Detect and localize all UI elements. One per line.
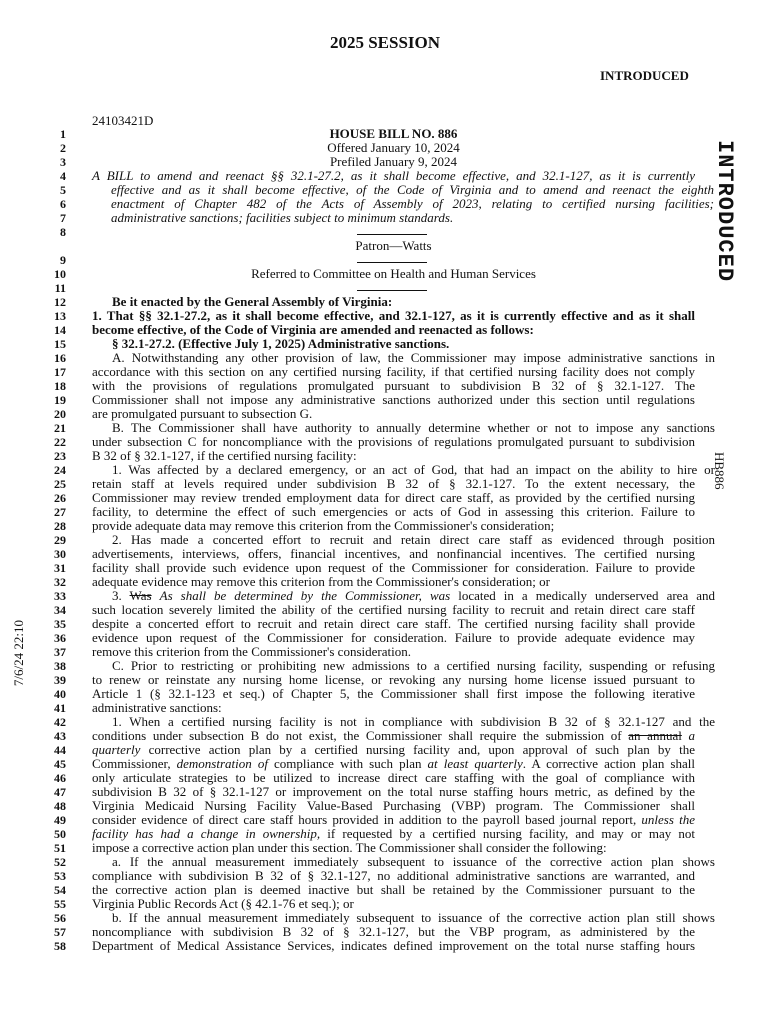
line-text	[92, 855, 715, 869]
line-number: 11	[54, 281, 66, 295]
line-text	[92, 645, 695, 659]
text-run: compliance with subdivision B 32 of § 32.1-127, no additional administrative sanctions are warranted, and	[92, 868, 695, 883]
text-run: A BILL to amend and reenact §§ 32.1-27.2, as it shall become effective, and 32.1-127, as it is currently	[92, 168, 695, 183]
line-text	[92, 309, 695, 323]
bill-line	[0, 869, 770, 883]
line-text	[92, 561, 695, 575]
line-text	[92, 491, 695, 505]
bill-line	[0, 141, 770, 155]
text-run: retain staff at levels required under subdivision B 32 of § 32.1-127. To the extent necessary, the	[92, 476, 695, 491]
text-run: Referred to Committee on Health and Human Services	[251, 266, 536, 281]
line-text	[92, 169, 695, 183]
line-text	[92, 827, 695, 841]
line-text	[92, 589, 715, 603]
bill-line	[0, 631, 770, 645]
bill-line	[0, 925, 770, 939]
text-run: noncompliance with subdivision B 32 of § 32.1-127, but the VBP program, as administered by the	[92, 924, 695, 939]
line-number: 36	[54, 631, 66, 645]
line-number: 20	[54, 407, 66, 421]
line-text	[92, 323, 695, 337]
line-text	[92, 267, 695, 281]
text-run: accordance with this section on any certified nursing facility, if that certified nursing facility does not comply	[92, 364, 695, 379]
bill-line	[0, 225, 770, 239]
line-text	[92, 659, 715, 673]
text-run: HOUSE BILL NO. 886	[329, 126, 458, 141]
line-text	[92, 155, 695, 169]
bill-line	[0, 701, 770, 715]
line-number: 24	[54, 463, 66, 477]
text-run: the corrective action plan is deemed inactive but shall be retained by the Commissioner pursuant to the	[92, 882, 695, 897]
line-number: 7	[60, 211, 66, 225]
bill-line	[0, 729, 770, 743]
line-text	[92, 715, 715, 729]
text-run: are promulgated pursuant to subsection G.	[92, 406, 313, 421]
line-text	[92, 701, 695, 715]
line-number: 54	[54, 883, 66, 897]
line-text	[92, 757, 695, 771]
text-run: Virginia Medicaid Nursing Facility Value-Based Purchasing (VBP) program. The Commissioner shall	[92, 798, 695, 813]
bill-line	[0, 813, 770, 827]
line-number: 56	[54, 911, 66, 925]
text-run: Article 1 (§ 32.1-123 et seq.) of Chapter 5, the Commissioner shall first impose the following iterative	[92, 686, 695, 701]
bill-line	[0, 687, 770, 701]
line-number: 23	[54, 449, 66, 463]
line-number: 46	[54, 771, 66, 785]
line-number: 9	[60, 253, 66, 267]
bill-line	[0, 407, 770, 421]
line-text	[92, 365, 695, 379]
bill-line	[0, 491, 770, 505]
bill-line	[0, 561, 770, 575]
text-run: located in a medically underserved area and	[450, 588, 716, 603]
bill-line	[0, 281, 770, 295]
line-text	[92, 337, 715, 351]
bill-line	[0, 379, 770, 393]
line-number: 49	[54, 813, 66, 827]
line-number: 2	[60, 141, 66, 155]
text-run: Was	[129, 588, 152, 603]
text-run: enactment of Chapter 482 of the Acts of Assembly of 2023, relating to certified nursing facilities;	[111, 196, 714, 211]
text-run: 1. When a certified nursing facility is not in compliance with subdivision B 32 of § 32.1-127 and the	[112, 714, 715, 729]
bill-line	[0, 183, 770, 197]
text-run: facility shall provide such evidence upon request of the Commissioner for consideration. Failure to provide	[92, 560, 695, 575]
document-id: 24103421D	[92, 113, 154, 128]
line-number: 22	[54, 435, 66, 449]
line-text	[92, 813, 695, 827]
line-text	[92, 869, 695, 883]
line-number: 27	[54, 505, 66, 519]
bill-line	[0, 603, 770, 617]
bill-line	[0, 855, 770, 869]
line-number: 39	[54, 673, 66, 687]
bill-line	[0, 659, 770, 673]
line-text	[92, 141, 695, 155]
text-run: facility, to determine the effect of such emergencies or acts of God in assessing this criterion. Failure to	[92, 504, 695, 519]
text-run: such location severely limited the ability of the certified nursing facility to recruit and retain direct care staff	[92, 602, 695, 617]
line-number: 57	[54, 925, 66, 939]
text-run: administrative sanctions:	[92, 700, 222, 715]
text-run: b. If the annual measurement immediately subsequent to issuance of the corrective action plan still shows	[112, 910, 715, 925]
text-run: Commissioner may review trended employment data for direct care staff, as provided by the certified nursing	[92, 490, 695, 505]
bill-line	[0, 673, 770, 687]
line-number: 44	[54, 743, 66, 757]
bill-line	[0, 393, 770, 407]
text-run: provide adequate data may remove this criterion from the Commissioner's consideration;	[92, 518, 555, 533]
text-run: unless the	[641, 812, 695, 827]
line-text	[92, 575, 695, 589]
line-number: 38	[54, 659, 66, 673]
line-text	[92, 127, 695, 141]
text-run: a. If the annual measurement immediately subsequent to issuance of the corrective action plan shows	[112, 854, 715, 869]
text-run: Offered January 10, 2024	[327, 140, 460, 155]
text-run: compliance with such plan	[267, 756, 428, 771]
text-run: B. The Commissioner shall have authority to annually determine whether or not to impose any sanctions	[112, 420, 715, 435]
line-number: 12	[54, 295, 66, 309]
side-bill-code: HB886	[712, 452, 727, 490]
bill-line	[0, 309, 770, 323]
line-number: 17	[54, 365, 66, 379]
text-run: if requested by a certified nursing facility, and may or may not	[320, 826, 696, 841]
line-number: 16	[54, 351, 66, 365]
bill-line	[0, 505, 770, 519]
line-text	[92, 687, 695, 701]
text-run: at least quarterly	[427, 756, 523, 771]
line-number: 33	[54, 589, 66, 603]
text-run: with the provisions of regulations promulgated pursuant to subdivision B 32 of § 32.1-127. The	[92, 378, 695, 393]
line-number: 55	[54, 897, 66, 911]
bill-line	[0, 351, 770, 365]
line-number: 25	[54, 477, 66, 491]
line-text	[92, 421, 715, 435]
bill-line	[0, 617, 770, 631]
line-number: 6	[60, 197, 66, 211]
line-text	[92, 673, 695, 687]
text-run: demonstration of	[176, 756, 268, 771]
session-title: 2025 SESSION	[329, 33, 441, 52]
text-run: C. Prior to restricting or prohibiting new admissions to a certified nursing facility, suspending or refusing	[112, 658, 715, 673]
bill-line	[0, 715, 770, 729]
bill-line	[0, 799, 770, 813]
line-text	[92, 771, 695, 785]
line-number: 48	[54, 799, 66, 813]
line-text	[92, 407, 695, 421]
bill-line	[0, 547, 770, 561]
bill-line	[0, 897, 770, 911]
bill-line	[0, 365, 770, 379]
bill-line	[0, 155, 770, 169]
text-run: facility has had a change in ownership,	[92, 826, 321, 841]
text-run: despite a concerted effort to recruit and retain direct care staff. The certified nursing facility shall provide	[92, 616, 695, 631]
line-number: 19	[54, 393, 66, 407]
line-text	[92, 379, 695, 393]
line-number: 50	[54, 827, 66, 841]
line-text	[92, 547, 695, 561]
line-number: 13	[54, 309, 66, 323]
line-text	[92, 729, 695, 743]
text-run: 1. Was affected by a declared emergency, or an act of God, that had an impact on the ability to hire or	[112, 462, 715, 477]
text-run: a	[688, 728, 696, 743]
line-text	[92, 533, 715, 547]
bill-line	[0, 421, 770, 435]
bill-line	[0, 169, 770, 183]
bill-line	[0, 337, 770, 351]
line-number: 5	[60, 183, 66, 197]
line-number: 21	[54, 421, 66, 435]
text-run	[682, 728, 689, 743]
line-text	[92, 631, 695, 645]
bill-line	[0, 323, 770, 337]
text-run: Patron—Watts	[355, 238, 432, 253]
text-run: under subsection C for noncompliance with the provisions of regulations promulgated pursuant to subdivision	[92, 434, 695, 449]
line-text	[92, 911, 715, 925]
line-text	[92, 449, 695, 463]
line-text	[92, 925, 695, 939]
line-number: 41	[54, 701, 66, 715]
side-timestamp: 7/6/24 22:10	[11, 620, 26, 687]
bill-line	[0, 841, 770, 855]
text-run: an annual	[628, 728, 682, 743]
line-number: 30	[54, 547, 66, 561]
text-run: As shall be determined by the Commissioner, was	[159, 588, 451, 603]
text-run: become effective, of the Code of Virginia are amended and reenacted as follows:	[92, 322, 534, 337]
text-run: Prefiled January 9, 2024	[329, 154, 458, 169]
text-run: 1. That §§ 32.1-27.2, as it shall become effective, and 32.1-127, as it is currently effective and as it shall	[92, 308, 695, 323]
bill-line	[0, 645, 770, 659]
bill-line	[0, 743, 770, 757]
text-run: . A corrective action plan shall	[522, 756, 695, 771]
line-number: 43	[54, 729, 66, 743]
text-run: effective and as it shall become effective, of the Code of Virginia and to amend and reenact the eighth	[111, 182, 714, 197]
line-text	[92, 463, 715, 477]
bill-line	[0, 477, 770, 491]
line-text	[92, 799, 695, 813]
line-text	[92, 211, 714, 225]
line-number: 10	[54, 267, 66, 281]
bill-line	[0, 589, 770, 603]
line-text	[92, 617, 695, 631]
side-introduced-label: INTRODUCED	[712, 140, 737, 283]
line-number: 37	[54, 645, 66, 659]
bill-line	[0, 533, 770, 547]
line-number: 52	[54, 855, 66, 869]
line-number: 28	[54, 519, 66, 533]
bill-line	[0, 127, 770, 141]
line-text	[92, 239, 695, 253]
text-run: subdivision B 32 of § 32.1-127 or improvement on the total nurse staffing hours metric, as defined by the	[92, 784, 695, 799]
text-run: only articulate strategies to be utilized to increase direct care staffing with the goal of compliance with	[92, 770, 695, 785]
bill-line	[0, 295, 770, 309]
line-number: 8	[60, 225, 66, 239]
bill-line	[0, 883, 770, 897]
line-number: 40	[54, 687, 66, 701]
line-number: 42	[54, 715, 66, 729]
line-text	[92, 435, 695, 449]
text-run: Commissioner,	[92, 756, 177, 771]
line-number: 34	[54, 603, 66, 617]
bill-line	[0, 253, 770, 267]
line-number: 26	[54, 491, 66, 505]
text-run: Commissioner shall not impose any administrative sanctions authorized under this section until regulations	[92, 392, 695, 407]
text-run: Be it enacted by the General Assembly of Virginia:	[112, 294, 393, 309]
text-run: quarterly	[92, 742, 141, 757]
bill-line	[0, 757, 770, 771]
line-text	[92, 477, 695, 491]
text-run: consider evidence of direct care staff hours provided in addition to the payroll based journal report,	[92, 812, 642, 827]
line-number: 29	[54, 533, 66, 547]
text-run: advertisements, interviews, offers, financial incentives, and nonfinancial incentives. The certified nursing	[92, 546, 695, 561]
line-number: 4	[60, 169, 66, 183]
bill-line	[0, 939, 770, 953]
text-run: to renew or reinstate any nursing home license, or revoking any nursing home license issued pursuant to	[92, 672, 695, 687]
line-number: 47	[54, 785, 66, 799]
line-number: 51	[54, 841, 66, 855]
line-number: 32	[54, 575, 66, 589]
line-number: 1	[60, 127, 66, 141]
line-text	[92, 183, 714, 197]
line-text	[92, 351, 715, 365]
line-text	[92, 785, 695, 799]
line-text	[92, 603, 695, 617]
line-text	[92, 505, 695, 519]
text-run: 3.	[112, 588, 130, 603]
text-run: conditions under subsection B do not exist, the Commissioner shall require the submission of	[92, 728, 629, 743]
bill-line	[0, 449, 770, 463]
text-run: adequate evidence may remove this criterion from the Commissioner's consideration; or	[92, 574, 550, 589]
line-number: 15	[54, 337, 66, 351]
line-text	[92, 939, 695, 953]
text-run: evidence upon request of the Commissioner for consideration. Failure to provide adequate evidence may	[92, 630, 695, 645]
text-run: 2. Has made a concerted effort to recruit and retain direct care staff as evidenced through position	[112, 532, 715, 547]
bill-line	[0, 771, 770, 785]
line-number: 14	[54, 323, 66, 337]
text-run: B 32 of § 32.1-127, if the certified nursing facility:	[92, 448, 357, 463]
bill-line	[0, 463, 770, 477]
line-number: 53	[54, 869, 66, 883]
line-number: 35	[54, 617, 66, 631]
status-label: INTRODUCED	[600, 68, 689, 83]
line-text	[92, 197, 714, 211]
bill-line	[0, 435, 770, 449]
bill-line	[0, 827, 770, 841]
text-run: administrative sanctions; facilities subject to minimum standards.	[111, 210, 454, 225]
text-run	[152, 588, 160, 603]
line-text	[92, 393, 695, 407]
line-text	[92, 743, 695, 757]
line-text	[92, 295, 715, 309]
bill-line	[0, 519, 770, 533]
bill-line	[0, 785, 770, 799]
text-run: impose a corrective action plan under this section. The Commissioner shall consider the following:	[92, 840, 607, 855]
bill-line	[0, 575, 770, 589]
bill-line	[0, 239, 770, 253]
bill-line	[0, 267, 770, 281]
text-run: remove this criterion from the Commissioner's consideration.	[92, 644, 411, 659]
line-number: 45	[54, 757, 66, 771]
bill-line	[0, 211, 770, 225]
text-run: A. Notwithstanding any other provision of law, the Commissioner may impose administrative sanctions in	[112, 350, 715, 365]
bill-line	[0, 197, 770, 211]
line-number: 18	[54, 379, 66, 393]
bill-line	[0, 911, 770, 925]
line-number: 58	[54, 939, 66, 953]
line-text	[92, 883, 695, 897]
bill-text	[0, 127, 770, 953]
line-number: 3	[60, 155, 66, 169]
line-text	[92, 519, 695, 533]
text-run: § 32.1-27.2. (Effective July 1, 2025) Administrative sanctions.	[112, 336, 450, 351]
line-number: 31	[54, 561, 66, 575]
line-text	[92, 841, 695, 855]
text-run: Department of Medical Assistance Services, indicates defined improvement on the total nurse staffing hours	[92, 938, 695, 953]
text-run: Virginia Public Records Act (§ 42.1-76 et seq.); or	[92, 896, 354, 911]
text-run: corrective action plan by a certified nursing facility and, upon approval of such plan by the	[140, 742, 695, 757]
line-text	[92, 897, 695, 911]
